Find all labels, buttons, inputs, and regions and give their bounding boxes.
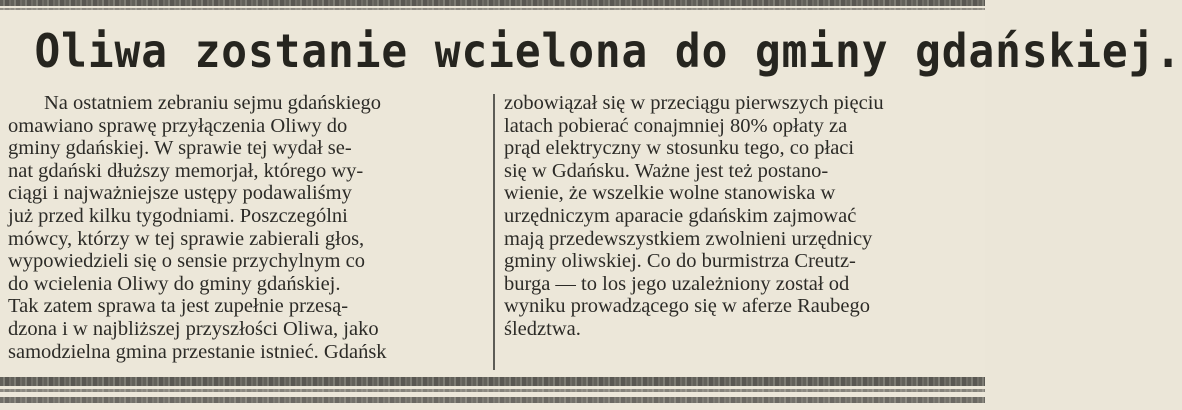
top-ornamental-rule — [0, 0, 985, 6]
top-thin-rule — [0, 8, 985, 10]
text-line: wyniku prowadzącego się w aferze Raubego — [504, 295, 870, 318]
text-line: do wcielenia Oliwy do gminy gdańskiej. — [8, 272, 341, 295]
bottom-ornamental-rule-lower — [0, 397, 985, 403]
text-line: omawiano sprawę przyłączenia Oliwy do — [8, 114, 348, 137]
text-line: wienie, że wszelkie wolne stanowiska w — [504, 182, 836, 205]
text-line: Tak zatem sprawa ta jest zupełnie przesą- — [8, 295, 349, 318]
column-divider — [493, 94, 495, 370]
bottom-ornamental-rule — [0, 377, 985, 386]
text-line: gminy gdańskiej. W sprawie tej wydał se- — [8, 137, 352, 160]
text-line: samodzielna gmina przestanie istnieć. Gdańsk — [8, 340, 387, 363]
text-line: Na ostatniem zebraniu sejmu gdańskiego — [44, 92, 382, 114]
left-column — [8, 92, 486, 363]
text-line: ciągi i najważniejsze ustępy podawaliśmy — [8, 182, 352, 205]
article-headline: Oliwa zostanie wcielona do gminy gdańskiej. — [34, 24, 1182, 78]
right-column — [504, 92, 976, 341]
text-line: dzona i w najbliższej przyszłości Oliwa, jako — [8, 317, 379, 340]
text-line: latach pobierać conajmniej 80% opłaty za — [504, 114, 848, 137]
text-line: się w Gdańsku. Ważne jest też postano- — [504, 159, 829, 182]
bottom-thin-rule — [0, 389, 985, 392]
text-line: gminy oliwskiej. Co do burmistrza Creutz- — [504, 250, 856, 273]
text-line: śledztwa. — [504, 317, 581, 340]
text-line: mówcy, którzy w tej sprawie zabierali głos, — [8, 227, 365, 250]
text-line: już przed kilku tygodniami. Poszczególni — [8, 204, 348, 227]
text-line: mają przedewszystkiem zwolnieni urzędnicy — [504, 227, 873, 250]
text-line: nat gdański dłuższy memorjał, którego wy- — [8, 159, 364, 182]
text-line: burga — to los jego uzależniony został od — [504, 272, 850, 295]
text-line: prąd elektryczny w stosunku tego, co płaci — [504, 137, 855, 160]
text-line: urzędniczym aparacie gdańskim zajmować — [504, 204, 857, 227]
text-line: wypowiedzieli się o sensie przychylnym co — [8, 250, 365, 273]
text-line: zobowiązał się w przeciągu pierwszych pięciu — [504, 92, 884, 114]
